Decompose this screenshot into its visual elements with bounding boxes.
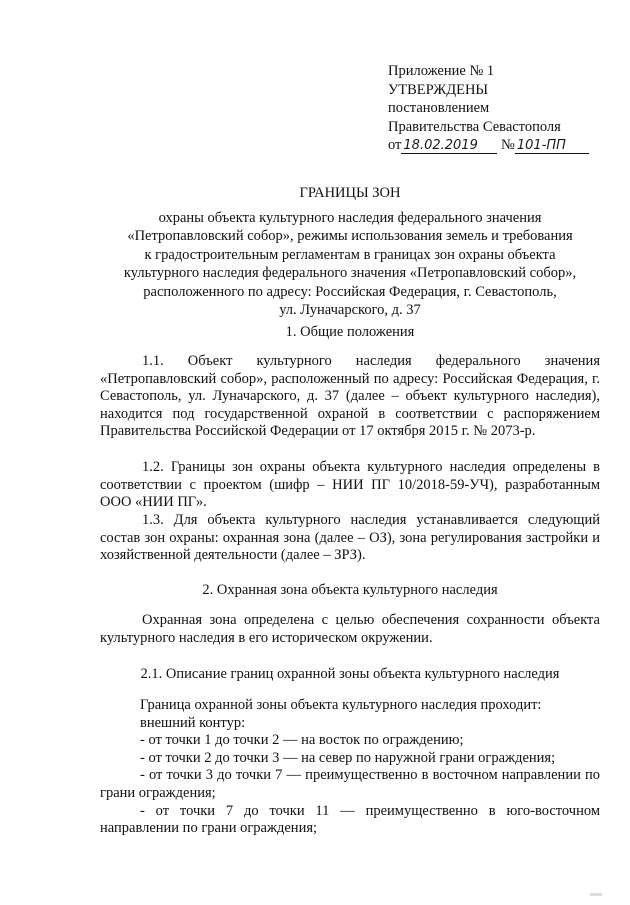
section-1-heading: 1. Общие положения: [285, 324, 415, 340]
paragraph-1-3: 1.3. Для объекта культурного наследия устанавливается следующий состав зон охраны: охранная зона (далее – ОЗ), зона регулирования застройки и хозяйственной деятельности (далее – ЗРЗ).: [100, 512, 600, 564]
resolution-number-field: [515, 138, 589, 154]
boundary-description: [100, 697, 600, 838]
title-line-3: «Петропавловский собор», режимы использования земель и требования: [127, 228, 573, 244]
paragraph-2: Охранная зона определена с целью обеспечения сохранности объекта культурного наследия в его историческом окружении.: [100, 612, 600, 646]
paragraph-1-1: 1.1. Объект культурного наследия федерального значения «Петропавловский собор», расположенный по адресу: Российская Федерация, г. Севастополь, ул. Луначарского, д. 37 (далее – объект культурного наследия), находится под государственной охраной в соответствии с распоряжением Правительства Российской Федерации от 17 октября 2015 г. № 2073-р.: [100, 353, 600, 440]
title-line-1: ГРАНИЦЫ ЗОН: [299, 185, 401, 201]
title-line-6: расположенного по адресу: Российская Федерация, г. Севастополь,: [143, 283, 557, 300]
scan-mark: [590, 893, 602, 896]
title-line-5: культурного наследия федерального значения «Петропавловский собор»,: [123, 265, 577, 281]
boundary-item: - от точки 2 до точки 3 — на север по наружной грани ограждения;: [140, 749, 556, 766]
document-title: [100, 184, 600, 320]
paragraph-1-2: 1.2. Границы зон охраны объекта культурного наследия определены в соответствии с проектом (шифр – НИИ ПГ 10/2018-59-УЧ), разработанным ООО «НИИ ПГ».: [100, 459, 600, 511]
resolution-date: 18.02.2019: [403, 138, 478, 154]
government-label: Правительства Севастополя: [388, 118, 561, 135]
title-line-7: ул. Луначарского, д. 37: [279, 302, 421, 318]
title-line-4: к градостроительным регламентам в границах зон охраны объекта: [144, 246, 556, 263]
resolution-date-field: [401, 138, 497, 154]
annex-number: Приложение № 1: [388, 63, 495, 79]
approved-label: УТВЕРЖДЕНЫ: [388, 81, 489, 98]
resolution-label: постановлением: [388, 100, 490, 117]
boundary-item: - от точки 1 до точки 2 — на восток по ограждению;: [140, 732, 464, 749]
title-line-2: охраны объекта культурного наследия федерального значения: [158, 209, 542, 226]
outer-contour-label: внешний контур:: [140, 714, 246, 731]
section-2-1-heading: 2.1. Описание границ охранной зоны объекта культурного наследия: [140, 666, 560, 682]
boundary-intro: Граница охранной зоны объекта культурного наследия проходит:: [140, 697, 542, 713]
date-number-line: [388, 136, 618, 155]
from-prefix: от: [388, 137, 402, 154]
boundary-item: - от точки 7 до точки 11 — преимущественно в юго-восточном направлении по грани ограждения;: [100, 802, 600, 837]
number-prefix: №: [501, 137, 515, 154]
approval-stamp: [388, 62, 618, 155]
resolution-number: 101-ПП: [516, 138, 566, 154]
section-2-heading: 2. Охранная зона объекта культурного наследия: [202, 582, 498, 598]
boundary-item: - от точки 3 до точки 7 — преимущественно в восточном направлении по грани ограждения;: [100, 767, 600, 801]
